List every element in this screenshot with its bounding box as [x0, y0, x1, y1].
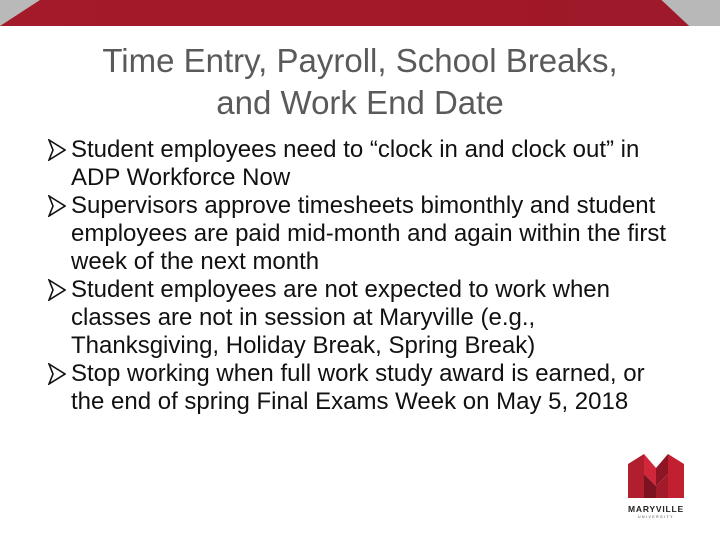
slide-title	[20, 40, 700, 124]
arrowhead-icon	[48, 279, 66, 301]
arrowhead-icon	[48, 195, 66, 217]
logo-wordmark: MARYVILLE	[628, 504, 684, 514]
bullet-item	[48, 192, 668, 276]
header-band	[0, 0, 720, 26]
bullet-text: Stop working when full work study award is earned, or the end of spring Final Exams Week on May 5, 2018	[71, 360, 645, 415]
logo-subtitle: UNIVERSITY	[637, 515, 674, 519]
slide-title-line-2: and Work End Date	[216, 84, 504, 121]
arrowhead-icon	[48, 139, 66, 161]
bullet-text: Supervisors approve timesheets bimonthly and student employees are paid mid-month and again within the first week of the next month	[71, 192, 666, 275]
bullet-text: Student employees need to “clock in and clock out” in ADP Workforce Now	[71, 136, 640, 191]
bullet-item	[48, 360, 668, 416]
bullet-list	[48, 136, 668, 416]
bullet-text: Student employees are not expected to work when classes are not in session at Maryville (e.g., Thanksgiving, Holiday Break, Spring Break)	[71, 276, 610, 359]
maryville-m-mark-icon	[624, 452, 688, 500]
maryville-logo	[620, 452, 692, 524]
slide-title-line-1: Time Entry, Payroll, School Breaks,	[102, 42, 618, 79]
header-facet-left	[0, 0, 40, 26]
bullet-item	[48, 136, 668, 192]
bullet-item	[48, 276, 668, 360]
arrowhead-icon	[48, 363, 66, 385]
